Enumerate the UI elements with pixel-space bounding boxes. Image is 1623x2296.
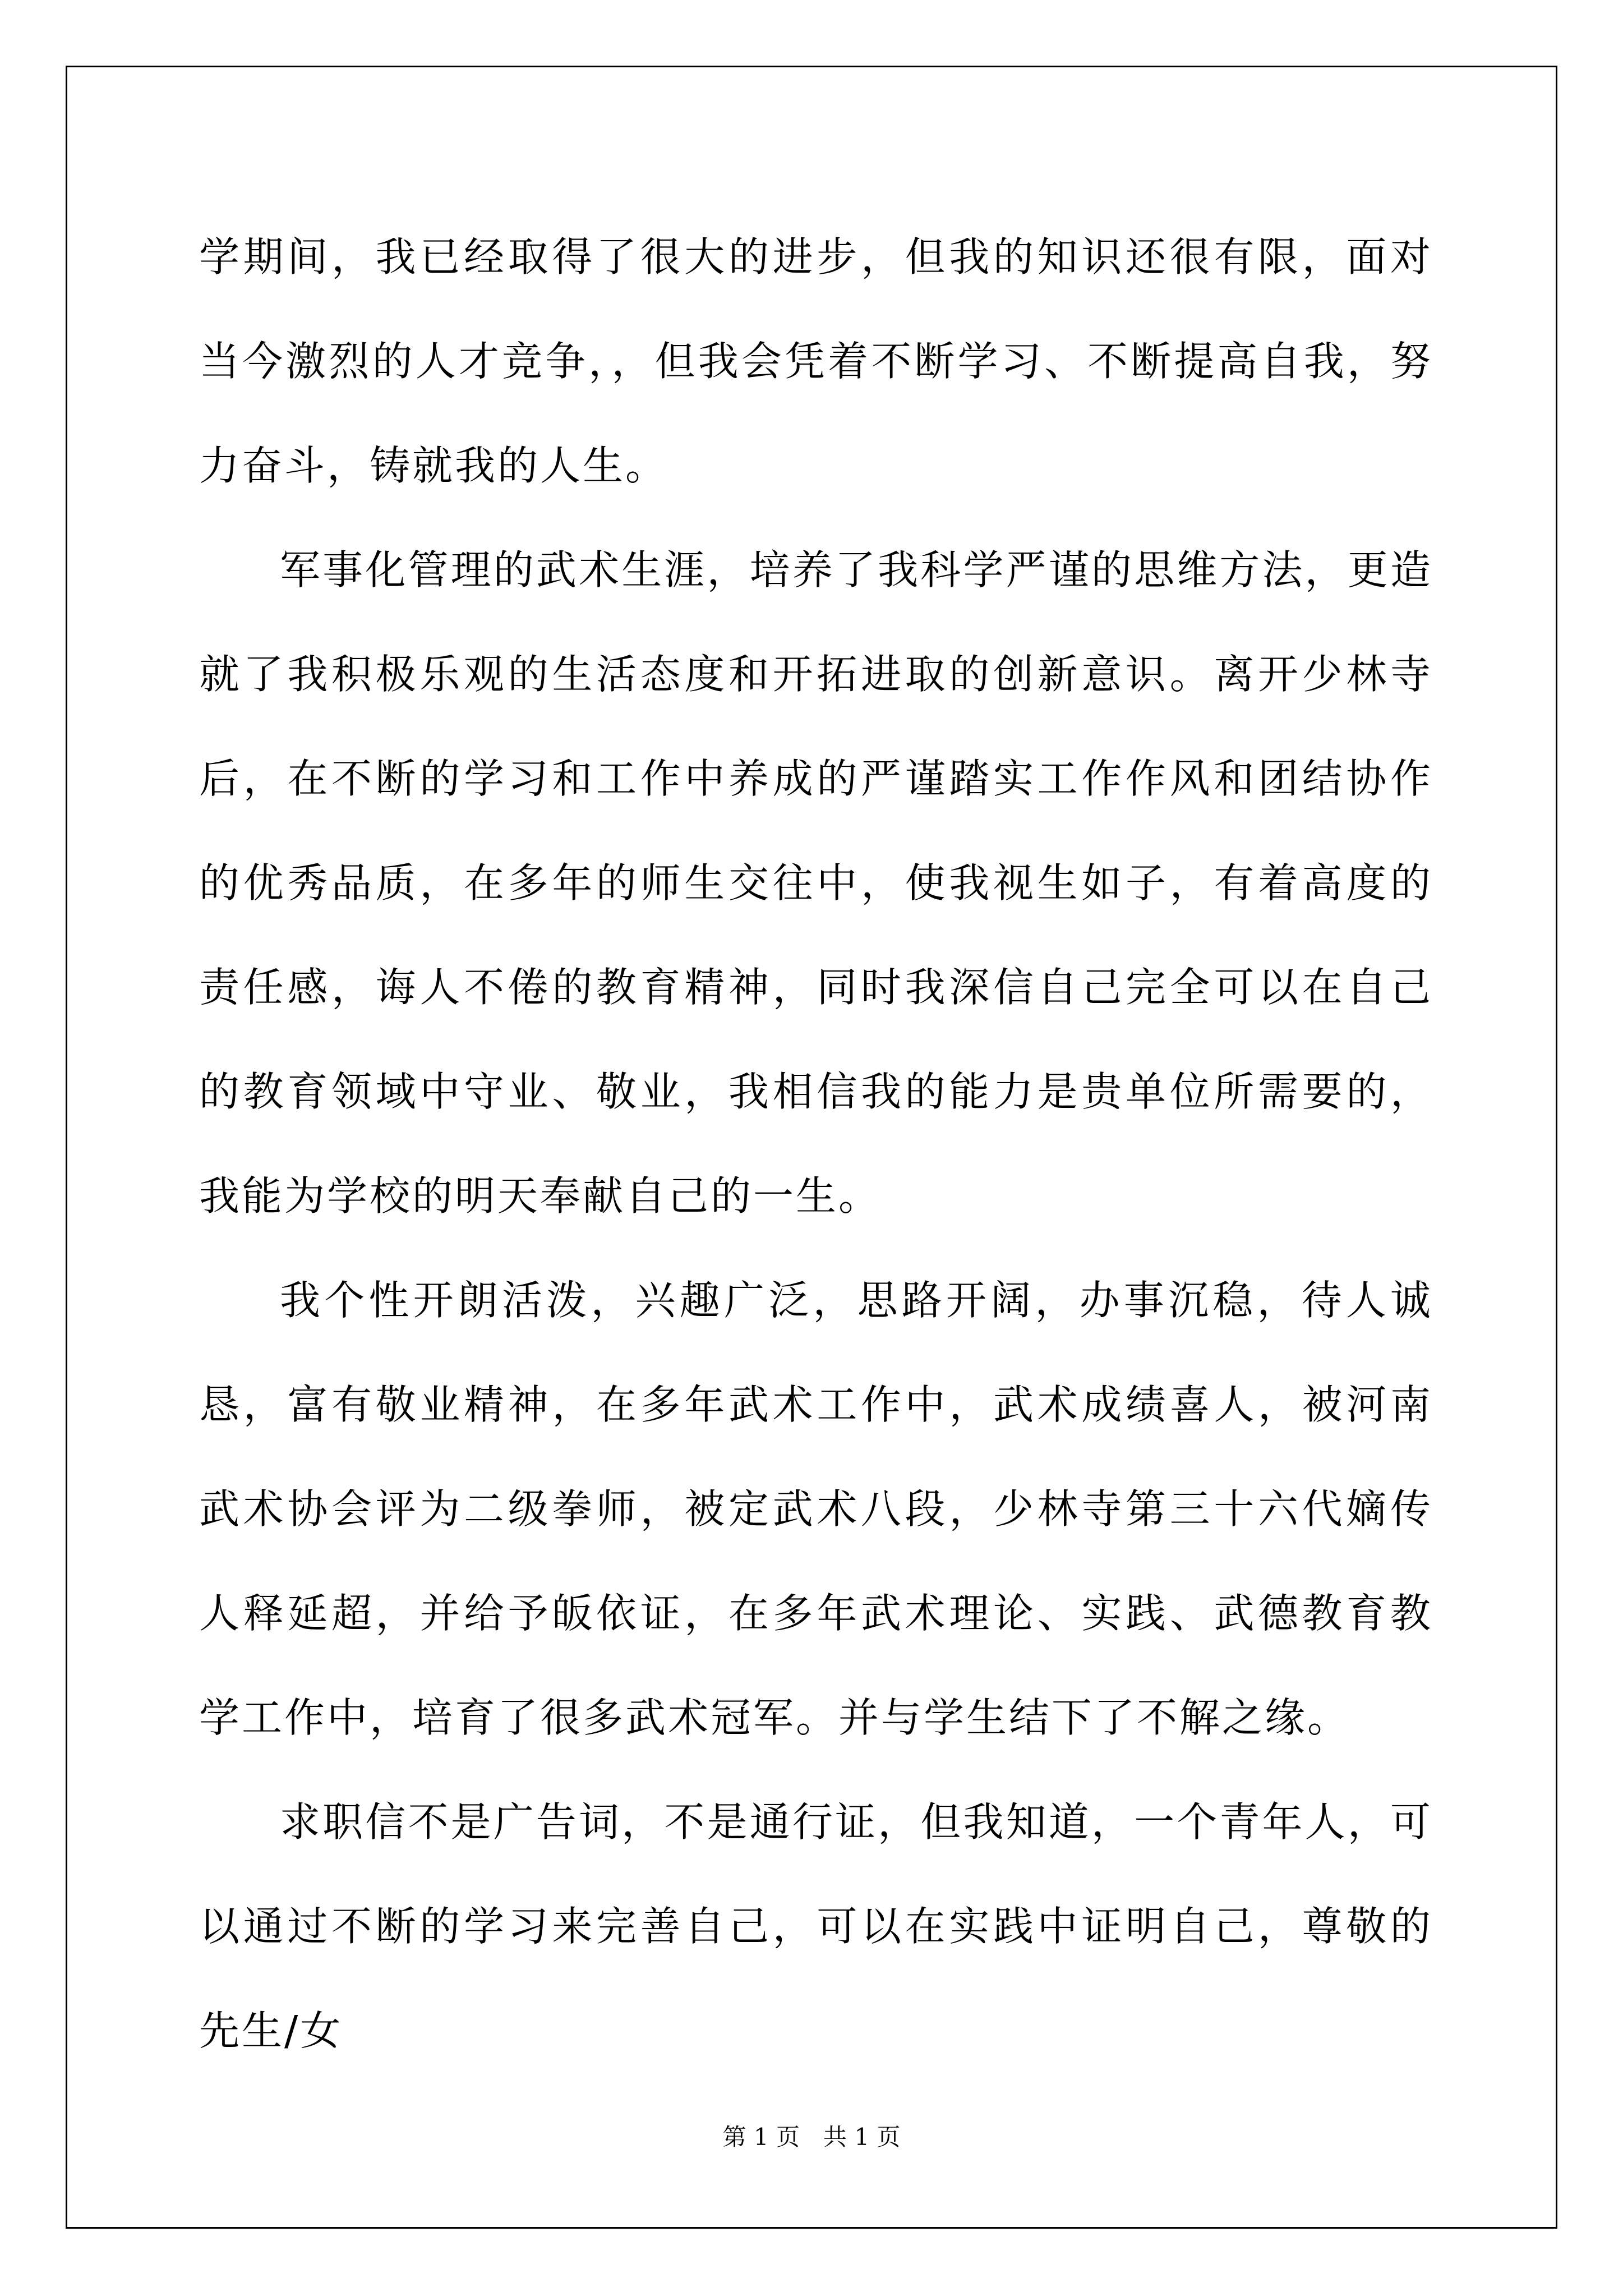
page-number-label: 第 1 页 共 1 页	[722, 2123, 901, 2151]
paragraph-3: 我个性开朗活泼，兴趣广泛，思路开阔，办事沉稳，待人诚恳，富有敬业精神，在多年武术工作中，武术成绩喜人，被河南武术协会评为二级拳师，被定武术八段，少林寺第三十六代嫡传人释延超，并给予皈依证，在多年武术理论、实践、武德教育教学工作中，培育了很多武术冠军。并与学生结下了不解之缘。	[199, 1277, 1433, 1741]
paragraph-4: 求职信不是广告词，不是通行证，但我知道，一个青年人，可以通过不断的学习来完善自己，可以在实践中证明自己，尊敬的先生/女	[199, 1798, 1433, 2054]
paragraph-2: 军事化管理的武术生涯，培养了我科学严谨的思维方法，更造就了我积极乐观的生活态度和开拓进取的创新意识。离开少林寺后，在不断的学习和工作中养成的严谨踏实工作作风和团结协作的优秀品质，在多年的师生交往中，使我视生如子，有着高度的责任感，诲人不倦的教育精神，同时我深信自己完全可以在自己的教育领域中守业、敬业，我相信我的能力是贵单位所需要的，我能为学校的明天奉献自己的一生。	[199, 546, 1433, 1220]
page-footer	[0, 2120, 1623, 2154]
paragraph-1: 学期间，我已经取得了很大的进步，但我的知识还很有限，面对当今激烈的人才竞争，，但我会凭着不断学习、不断提高自我，努力奋斗，铸就我的人生。	[199, 233, 1433, 489]
document-body	[199, 205, 1433, 2083]
